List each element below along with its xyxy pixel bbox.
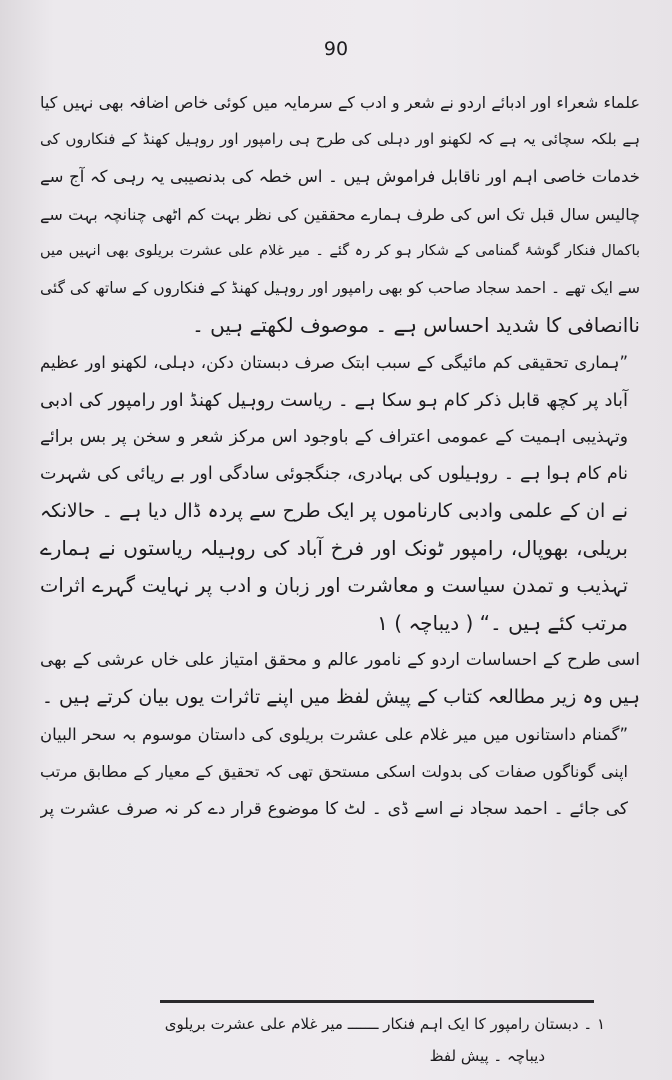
quote-line: آباد پر کچھ قابل ذکر کام ہو سکا ہے ۔ ریاست روہیل کھنڈ اور رامپور کی ادبی	[40, 389, 628, 411]
text-line: چالیس سال قبل تک اس کی طرف ہمارے محققین کی نظر بہت کم اٹھی چنانچہ بہت سے	[40, 204, 640, 224]
quote-line: بریلی، بھوپال، رامپور ٹونک اور فرخ آباد کی روہیلہ ریاستوں نے ہمارے	[40, 536, 628, 561]
text-line: ہیں وہ زیر مطالعہ کتاب کے پیش لفظ میں اپنے تاثرات یوں بیان کرتے ہیں ۔	[41, 686, 640, 708]
text-line: باکمال فنکار گوشۂ گمنامی کے شکار ہو کر رہ گئے ۔ میر غلام علی عشرت بریلوی بھی انہیں میں	[40, 242, 640, 259]
paragraph-1	[40, 84, 640, 344]
page-body	[40, 84, 640, 828]
footnote	[100, 1008, 605, 1072]
text-line: ہے بلکہ سچائی یہ ہے کہ لکھنو اور دہلی کی طرح ہی رامپور اور روہیل کھنڈ کے فنکاروں کی	[40, 130, 640, 149]
paragraph-2	[40, 642, 640, 716]
text-line: علماء شعراء اور ادبائے اردو نے شعر و ادب کے سرمایہ میں کوئی خاص اضافہ بھی نہیں کیا	[40, 93, 640, 112]
quotation-1	[40, 344, 640, 642]
page-number: 90	[323, 38, 349, 60]
quote-line: مرتب کئے ہیں ۔“ ( دیباچہ ) ١	[377, 610, 628, 635]
quote-line: نام کام ہوا ہے ۔ روہیلوں کی بہادری، جنگجوئی سادگی اور بے ریائی کی شہرت	[40, 463, 628, 484]
quote-line: کی جائے ۔ احمد سجاد نے اسے ڈی ۔ لٹ کا موضوع قرار دے کر نہ صرف عشرت پر	[40, 798, 628, 819]
quote-line: تہذیب و تمدن سیاست و معاشرت اور زبان و ادب پر نہایت گہرے اثرات	[40, 574, 628, 598]
text-line: خدمات خاصی اہم اور ناقابل فراموش ہیں ۔ اس خطہ کی بدنصیبی یہ رہی کہ آج سے	[40, 167, 640, 187]
footnote-line-1: ١ ۔ دبستان رامپور کا ایک اہم فنکار ـــــــ میر غلام علی عشرت بریلوی	[164, 1015, 605, 1033]
footnote-divider	[160, 1000, 594, 1003]
text-line: اسی طرح کے احساسات اردو کے نامور عالم و محقق امتیاز علی خاں عرشی کے بھی	[40, 649, 640, 670]
text-line: سے ایک تھے ۔ احمد سجاد صاحب کو بھی رامپور اور روہیل کھنڈ کے فنکاروں کے ساتھ کی گئی	[40, 278, 640, 297]
quotation-2	[40, 716, 640, 828]
quote-line: ”گمنام داستانوں میں میر غلام علی عشرت بریلوی کی داستان موسوم بہ سحر البیان	[40, 725, 628, 745]
text-line: ناانصافی کا شدید احساس ہے ۔ موصوف لکھتے ہیں ۔	[192, 313, 640, 338]
quote-line: اپنی گوناگوں صفات کی بدولت اسکی مستحق تھی کہ تحقیق کے معیار کے مطابق مرتب	[40, 762, 628, 782]
quote-line: نے ان کے علمی وادبی کارناموں پر ایک طرح سے پردہ ڈال دیا ہے ۔ حالانکہ	[40, 500, 628, 523]
footnote-line-2: دیباچہ ۔ پیش لفظ	[429, 1047, 545, 1065]
quote-line: ”ہماری تحقیقی کم مائیگی کے سبب ابتک صرف دبستان دکن، دہلی، لکھنو اور عظیم	[40, 353, 628, 373]
quote-line: وتہذیبی اہمیت کے عمومی اعتراف کے باوجود اس مرکز شعر و سخن پر بس برائے	[40, 426, 628, 447]
